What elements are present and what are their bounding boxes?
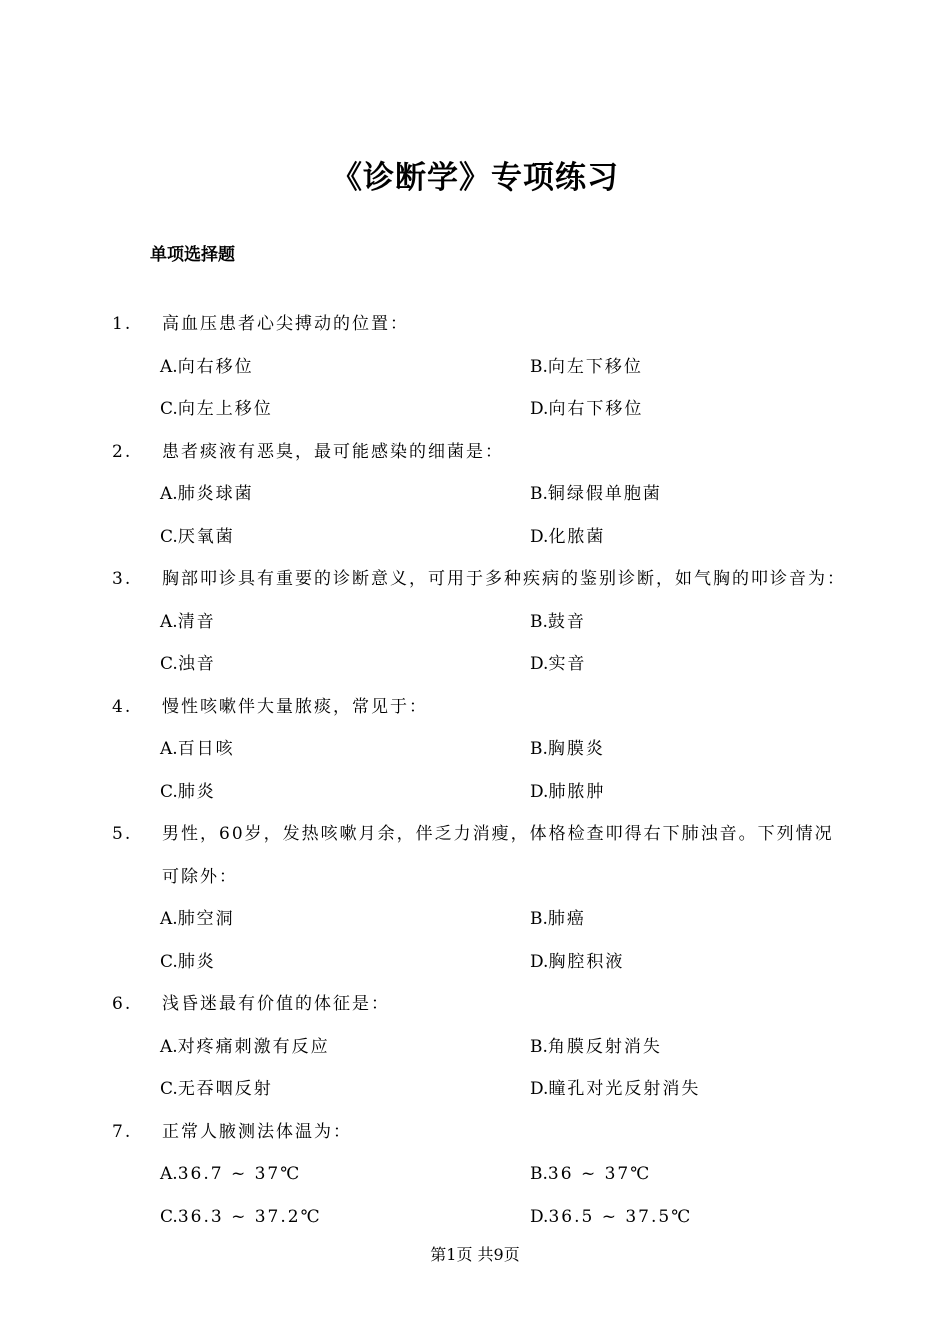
question-number: 7.	[112, 1121, 133, 1142]
question-number: 6.	[112, 994, 133, 1014]
option-b: B.鼓音	[530, 611, 586, 632]
section-heading: 单项选择题	[150, 245, 235, 265]
question-number: 3.	[112, 569, 133, 589]
question-text: 胸部叩诊具有重要的诊断意义，可用于多种疾病的鉴别诊断，如气胸的叩诊音为：	[162, 569, 846, 589]
option-d: D.胸腔积液	[530, 951, 625, 972]
option-c: C.36.3 ~ 37.2℃	[160, 1206, 322, 1227]
question-7	[0, 1116, 950, 1244]
option-b: B.向左下移位	[530, 356, 643, 377]
question-6	[0, 988, 950, 1116]
option-c: C.向左上移位	[160, 399, 273, 419]
question-5	[0, 818, 950, 988]
option-b: B.36 ~ 37℃	[530, 1164, 652, 1184]
option-a: A.百日咳	[160, 739, 235, 759]
option-d: D.化脓菌	[530, 526, 606, 547]
question-text: 高血压患者心尖搏动的位置：	[162, 314, 409, 334]
question-1	[0, 308, 950, 436]
option-c: C.无吞咽反射	[160, 1079, 273, 1099]
option-a: A.对疼痛刺激有反应	[160, 1036, 330, 1057]
option-d: D.36.5 ~ 37.5℃	[530, 1206, 693, 1227]
option-c: C.浊音	[160, 654, 216, 674]
option-d: D.瞳孔对光反射消失	[530, 1079, 701, 1099]
question-number: 5.	[112, 824, 133, 844]
option-b: B.铜绿假单胞菌	[530, 484, 662, 504]
option-d: D.肺脓肿	[530, 781, 606, 802]
option-c: C.厌氧菌	[160, 526, 235, 547]
page-title: 《诊断学》专项练习	[331, 160, 619, 196]
option-c: C.肺炎	[160, 781, 216, 802]
page-footer: 第1页 共9页	[430, 1245, 520, 1264]
question-text: 浅昏迷最有价值的体征是：	[162, 994, 390, 1014]
option-a: A.肺空洞	[160, 909, 235, 929]
question-list	[0, 308, 950, 1243]
option-c: C.肺炎	[160, 951, 216, 972]
option-b: B.肺癌	[530, 909, 586, 929]
option-d: D.实音	[530, 654, 587, 674]
question-number: 1.	[112, 314, 133, 334]
option-a: A.向右移位	[160, 356, 254, 377]
question-text: 慢性咳嗽伴大量脓痰，常见于：	[162, 696, 428, 717]
option-b: B.胸膜炎	[530, 739, 605, 759]
question-text: 男性，60岁，发热咳嗽月余，伴乏力消瘦，体格检查叩得右下肺浊音。下列情况	[162, 824, 834, 844]
question-number: 2.	[112, 441, 133, 462]
option-a: A.清音	[160, 611, 216, 632]
question-3	[0, 563, 950, 691]
question-text-continued: 可除外：	[162, 866, 238, 887]
option-d: D.向右下移位	[530, 399, 644, 419]
question-number: 4.	[112, 696, 133, 717]
option-a: A.肺炎球菌	[160, 484, 254, 504]
question-text: 正常人腋测法体温为：	[162, 1121, 352, 1142]
option-b: B.角膜反射消失	[530, 1036, 662, 1057]
option-a: A.36.7 ~ 37℃	[160, 1164, 302, 1184]
question-2	[0, 436, 950, 564]
question-text: 患者痰液有恶臭，最可能感染的细菌是：	[162, 441, 504, 462]
question-4	[0, 691, 950, 819]
